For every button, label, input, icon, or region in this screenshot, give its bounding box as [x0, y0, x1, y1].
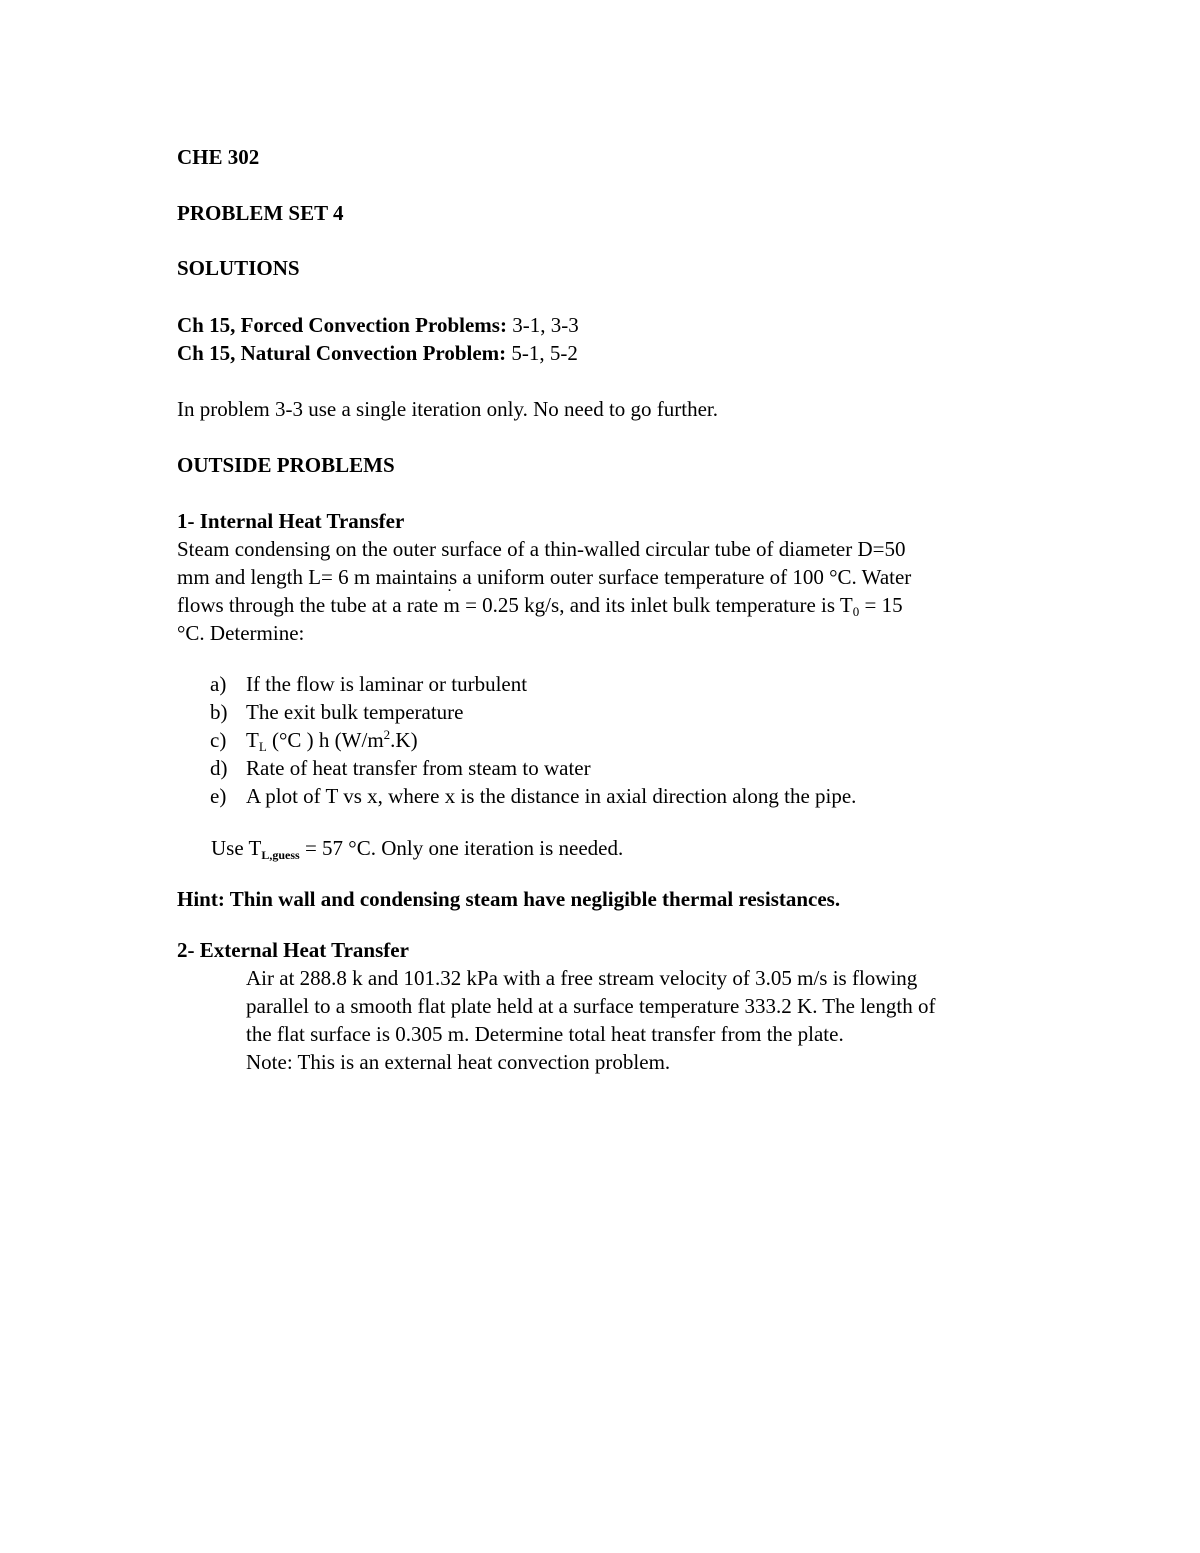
problem2-line1: Air at 288.8 k and 101.32 kPa with a free stream velocity of 3.05 m/s is flowing — [246, 966, 918, 990]
superscript: 2 — [383, 727, 391, 742]
item-label: e) — [210, 784, 227, 808]
subscript: L,guess — [261, 848, 300, 862]
text-segment: Use T — [211, 836, 262, 860]
problem1-line4: °C. Determine: — [177, 621, 305, 645]
problem2-note: Note: This is an external heat convection problem. — [246, 1050, 671, 1074]
chapter-label: Ch 15, Forced Convection Problems: — [177, 313, 507, 337]
text-segment: = 15 — [859, 593, 903, 617]
text-segment: = 0.25 kg/s, and its inlet bulk temperature is T — [459, 593, 853, 617]
mass-flow-symbol: ˙ m — [444, 591, 460, 619]
text-segment: flows through the tube at a rate — [177, 593, 444, 617]
course-title: CHE 302 — [177, 145, 260, 169]
item-label: b) — [210, 700, 228, 724]
chapter-value: 5-1, 5-2 — [506, 341, 578, 365]
problem2-title: 2- External Heat Transfer — [177, 938, 409, 962]
chapter-label: Ch 15, Natural Convection Problem: — [177, 341, 507, 365]
subscript: L — [258, 739, 267, 754]
chapter-problems-natural — [177, 339, 578, 367]
iteration-note: In problem 3-3 use a single iteration only. No need to go further. — [177, 397, 719, 421]
chapter-value: 3-1, 3-3 — [506, 313, 579, 337]
problem1-title: 1- Internal Heat Transfer — [177, 509, 405, 533]
problem1-line2: mm and length L= 6 m maintains a uniform outer surface temperature of 100 °C. Water — [177, 565, 912, 589]
item-text: The exit bulk temperature — [246, 700, 464, 724]
text-segment: T — [246, 728, 259, 752]
problem1-line1: Steam condensing on the outer surface of a thin-walled circular tube of diameter D=50 — [177, 537, 906, 561]
problem-set-title: PROBLEM SET 4 — [177, 201, 344, 225]
item-text: Rate of heat transfer from steam to water — [246, 756, 591, 780]
text-segment: = 57 °C. Only one iteration is needed. — [299, 836, 624, 860]
text-segment: .K) — [390, 728, 418, 752]
text-segment: (°C ) h (W/m — [266, 728, 384, 752]
subscript: 0 — [852, 604, 860, 619]
iteration-guess — [211, 834, 623, 862]
hint: Hint: Thin wall and condensing steam have negligible thermal resistances. — [177, 887, 841, 911]
outside-problems-title: OUTSIDE PROBLEMS — [177, 453, 395, 477]
problem2-line3: the flat surface is 0.305 m. Determine total heat transfer from the plate. — [246, 1022, 844, 1046]
problem2-line2: parallel to a smooth flat plate held at a surface temperature 333.2 K. The length of — [246, 994, 936, 1018]
item-label: c) — [210, 728, 227, 752]
solutions-title: SOLUTIONS — [177, 256, 300, 280]
item-text: If the flow is laminar or turbulent — [246, 672, 528, 696]
item-text — [246, 726, 418, 754]
item-label: d) — [210, 756, 228, 780]
item-text: A plot of T vs x, where x is the distance in axial direction along the pipe. — [246, 784, 857, 808]
item-label: a) — [210, 672, 227, 696]
problem1-line3 — [177, 591, 903, 619]
chapter-problems-forced — [177, 311, 579, 339]
